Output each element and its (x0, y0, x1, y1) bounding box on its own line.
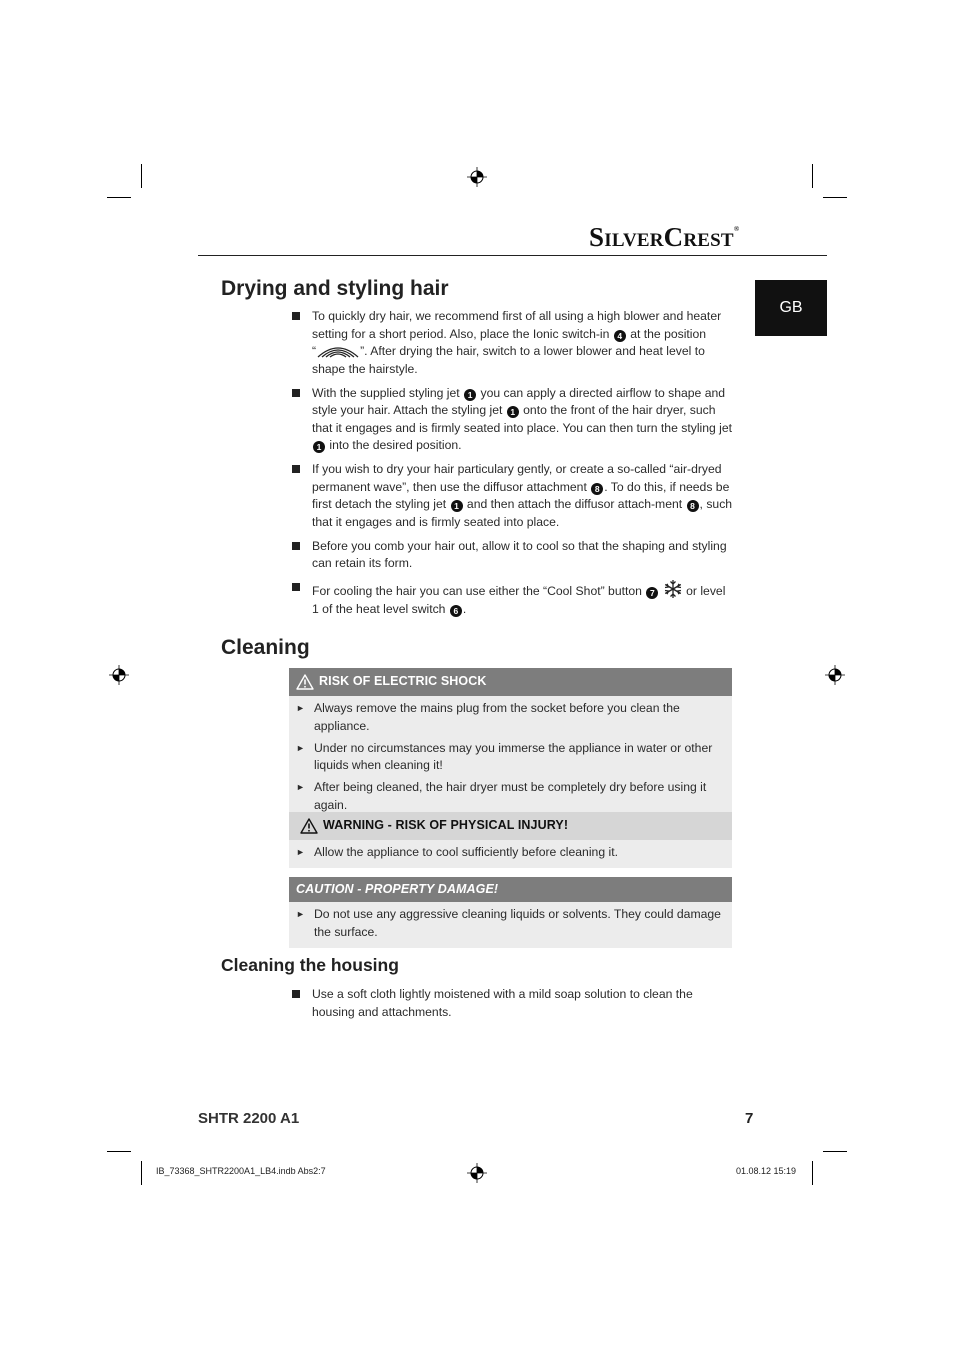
model-number: SHTR 2200 A1 (198, 1110, 300, 1127)
ionic-waves-icon (316, 343, 360, 359)
bullet-square-icon (292, 461, 312, 531)
print-slug-file: IB_73368_SHTR2200A1_LB4.indb Abs2:7 (156, 1166, 326, 1176)
crop-mark (812, 1161, 813, 1185)
crop-mark (141, 1161, 142, 1185)
warning-triangle-icon (300, 818, 318, 834)
warning-heading: RISK OF ELECTRIC SHOCK (289, 668, 732, 696)
drying-bullet-list (292, 308, 734, 625)
part-number-badge: 6 (450, 605, 462, 617)
warning-box-physical-injury (289, 812, 732, 868)
list-item: ► After being cleaned, the hair dryer must be completely dry before using it again. (296, 779, 726, 814)
snowflake-icon (663, 579, 683, 599)
housing-bullet-list (292, 986, 734, 1028)
part-number-badge: 7 (646, 587, 658, 599)
list-item: ► Under no circumstances may you immerse the appliance in water or other liquids when cleaning it! (296, 740, 726, 775)
caution-heading: CAUTION - PROPERTY DAMAGE! (289, 877, 732, 902)
list-item: For cooling the hair you can use either the “Cool Shot” button 7 or level 1 of the heat level switch 6 . (292, 579, 734, 618)
part-number-badge: 1 (313, 441, 325, 453)
registration-mark-icon (467, 167, 487, 187)
bullet-square-icon (292, 986, 312, 1021)
brand-logo: SILVERCREST® (589, 222, 740, 252)
list-item: Use a soft cloth lightly moistened with a mild soap solution to clean the housing and attachments. (292, 986, 734, 1021)
subsection-title-housing: Cleaning the housing (221, 955, 399, 975)
part-number-badge: 8 (687, 500, 699, 512)
crop-mark (107, 197, 131, 198)
arrow-bullet-icon: ► (296, 909, 305, 919)
list-item: Before you comb your hair out, allow it to cool so that the shaping and styling can retain its form. (292, 538, 734, 573)
bullet-square-icon (292, 308, 312, 378)
part-number-badge: 1 (507, 406, 519, 418)
list-item: With the supplied styling jet 1 you can apply a directed airflow to shape and style your hair. Attach the styling jet 1 onto the front of the hair dryer, such that it engages and is firmly seated into place. You can then turn the styling jet 1 into the desired position. (292, 385, 734, 455)
warning-triangle-icon (296, 674, 314, 690)
crop-mark (141, 164, 142, 188)
print-slug-date: 01.08.12 15:19 (736, 1166, 797, 1176)
warning-heading: WARNING - RISK OF PHYSICAL INJURY! (289, 812, 732, 840)
warning-box-electric-shock (289, 668, 732, 821)
section-title-drying: Drying and styling hair (221, 277, 449, 300)
part-number-badge: 4 (614, 330, 626, 342)
list-item: ► Do not use any aggressive cleaning liquids or solvents. They could damage the surface. (296, 906, 726, 941)
list-item: To quickly dry hair, we recommend first of all using a high blower and heater setting for a short period. Also, place the Ionic switch-in 4 at the position “ ”. After drying the hair, switch to a lower blower and heat level to shape the hairstyle. (292, 308, 734, 378)
language-tab: GB (755, 280, 827, 336)
crop-mark (107, 1151, 131, 1152)
part-number-badge: 1 (451, 500, 463, 512)
header-rule (198, 255, 827, 256)
crop-mark (823, 1151, 847, 1152)
part-number-badge: 1 (464, 389, 476, 401)
crop-mark (823, 197, 847, 198)
section-title-cleaning: Cleaning (221, 636, 310, 659)
arrow-bullet-icon: ► (296, 742, 305, 753)
bullet-square-icon (292, 538, 312, 573)
registration-mark-icon (467, 1163, 487, 1183)
registration-mark-icon (109, 665, 129, 685)
list-item: ► Always remove the mains plug from the socket before you clean the appliance. (296, 700, 726, 735)
registration-mark-icon (825, 665, 845, 685)
crop-mark (812, 164, 813, 188)
caution-box-property-damage (289, 877, 732, 948)
part-number-badge: 8 (591, 483, 603, 495)
page-number: 7 (745, 1110, 754, 1127)
bullet-square-icon (292, 385, 312, 455)
arrow-bullet-icon: ► (296, 782, 305, 792)
arrow-bullet-icon: ► (296, 703, 305, 713)
list-item: If you wish to dry your hair particulary gently, or create a so-called “air-dryed permanent wave”, then use the diffusor attachment 8 . To do this, if needs be first detach the styling jet 1 and then attach the diffusor attach-ment 8 , such that it engages and is firmly seated into place. (292, 461, 734, 531)
list-item: ► Allow the appliance to cool sufficiently before cleaning it. (296, 844, 726, 862)
arrow-bullet-icon: ► (296, 847, 305, 857)
bullet-square-icon (292, 579, 312, 618)
